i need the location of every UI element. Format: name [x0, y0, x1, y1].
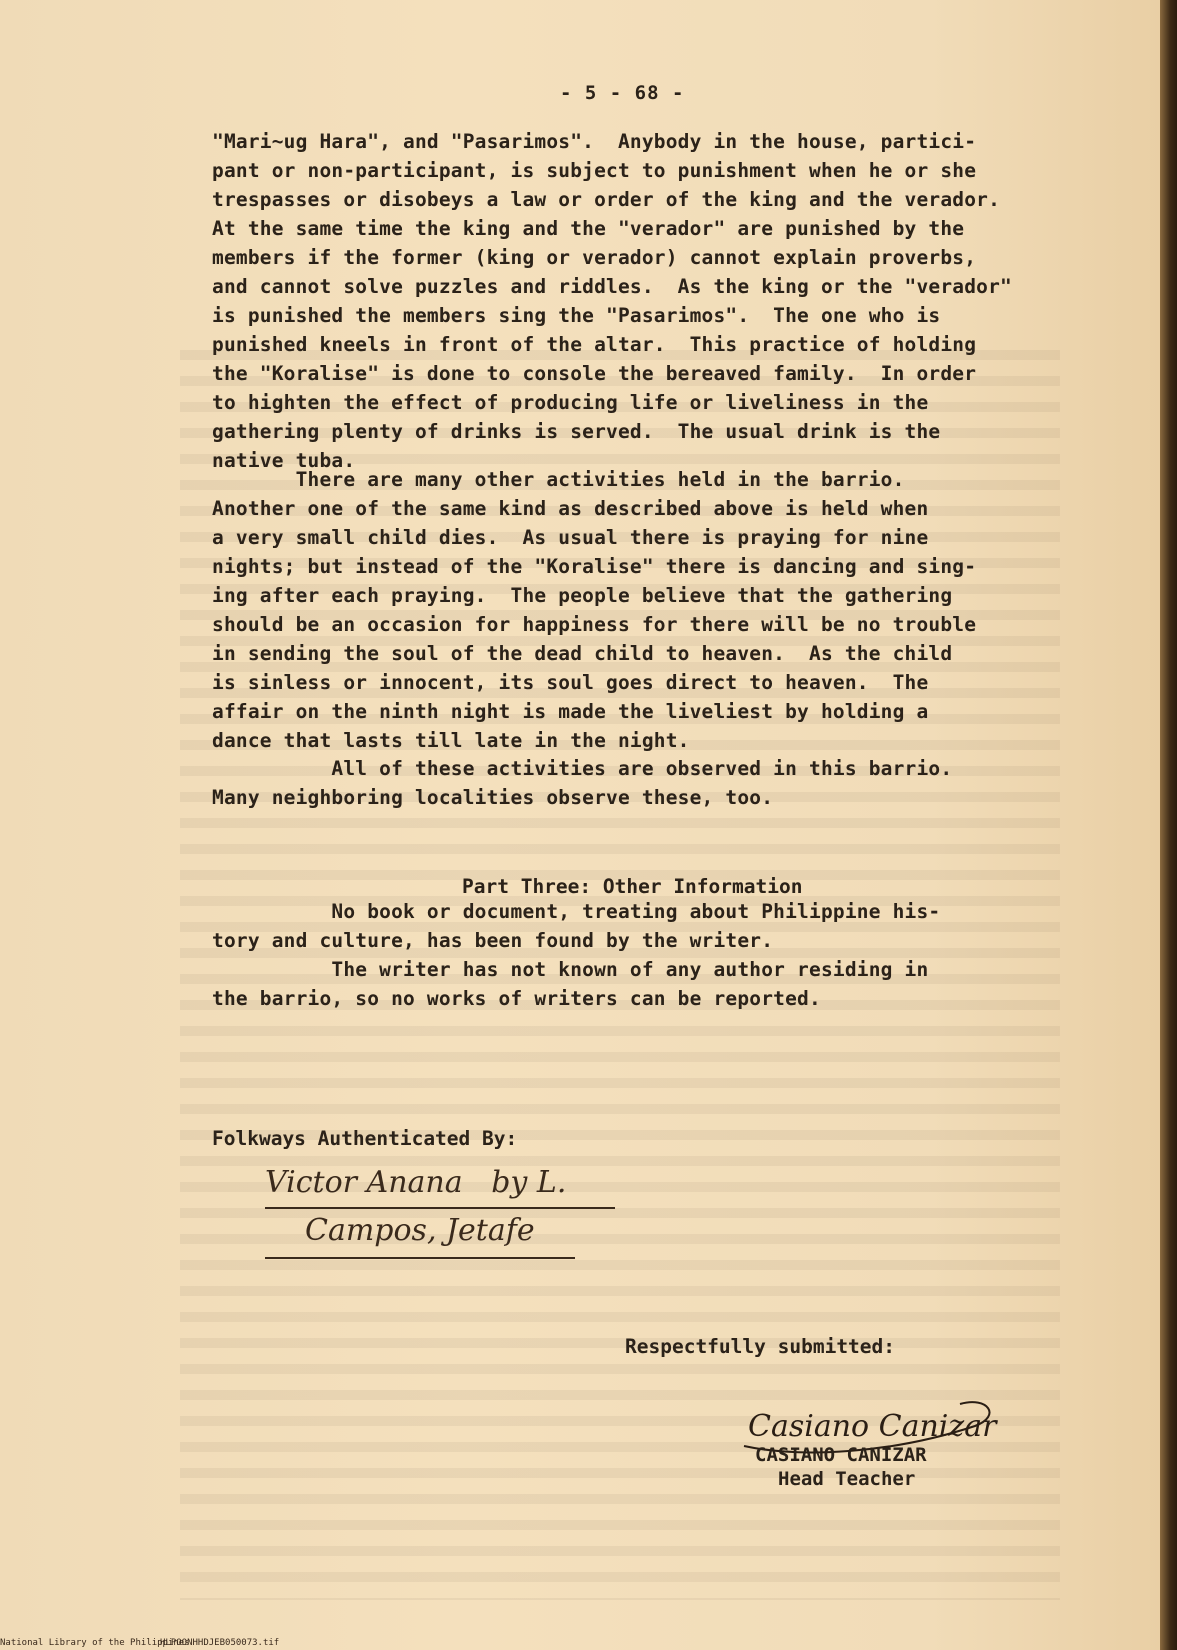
text-line: in sending the soul of the dead child to heaven. As the child [212, 642, 953, 665]
text-line: At the same time the king and the "verador" are punished by the [212, 217, 965, 240]
teacher-signature-text: Casiano Canizar [748, 1409, 997, 1444]
text-line: All of these activities are observed in this barrio. [212, 757, 953, 780]
footer-file: HLPOONHHDJEB050073.tif [160, 1638, 280, 1648]
authenticator-signature-line-2: Campos, Jetafe [305, 1213, 535, 1248]
text-line: to highten the effect of producing life or liveliness in the [212, 391, 929, 414]
text-line: pant or non-participant, is subject to punishment when he or she [212, 159, 977, 182]
text-line: dance that lasts till late in the night. [212, 729, 690, 752]
text-line: members if the former (king or verador) cannot explain proverbs, [212, 246, 977, 269]
text-line: ing after each praying. The people believe that the gathering [212, 584, 953, 607]
text-line: The writer has not known of any author residing in [212, 958, 929, 981]
text-line: Many neighboring localities observe these, too. [212, 786, 774, 809]
authenticated-by-label: Folkways Authenticated By: [212, 1127, 518, 1150]
page-number: - 5 - 68 - [560, 82, 685, 104]
text-line: tory and culture, has been found by the writer. [212, 929, 774, 952]
text-line: is sinless or innocent, its soul goes direct to heaven. The [212, 671, 929, 694]
text-line: gathering plenty of drinks is served. The usual drink is the [212, 420, 941, 443]
text-line: nights; but instead of the "Koralise" there is dancing and sing- [212, 555, 977, 578]
text-line: and cannot solve puzzles and riddles. As the king or the "verador" [212, 275, 1012, 298]
book-binding [1160, 0, 1177, 1650]
text-line: Another one of the same kind as described above is held when [212, 497, 929, 520]
text-line: is punished the members sing the "Pasarimos". The one who is [212, 304, 941, 327]
section-heading: Part Three: Other Information [462, 875, 803, 898]
text-line: affair on the ninth night is made the liveliest by holding a [212, 700, 929, 723]
text-line: a very small child dies. As usual there is praying for nine [212, 526, 929, 549]
authenticator-signature-line-1: Victor Anana by L. [265, 1165, 567, 1200]
text-line: trespasses or disobeys a law or order of the king and the verador. [212, 188, 1001, 211]
teacher-name: CASIANO CANIZAR [755, 1444, 927, 1466]
authenticator-signature [265, 1165, 625, 1285]
text-line: "Mari~ug Hara", and "Pasarimos". Anybody in the house, partici- [212, 130, 977, 153]
teacher-title: Head Teacher [778, 1468, 916, 1490]
text-line: native tuba. [212, 449, 356, 472]
closing-text: Respectfully submitted: [625, 1335, 896, 1358]
text-line: There are many other activities held in the barrio. [212, 468, 905, 491]
footer-library: National Library of the Philippines [0, 1638, 190, 1648]
text-line: No book or document, treating about Philippine his- [212, 900, 941, 923]
signature-underline [265, 1207, 615, 1209]
text-line: should be an occasion for happiness for there will be no trouble [212, 613, 977, 636]
signature-underline [265, 1257, 575, 1259]
text-line: punished kneels in front of the altar. This practice of holding [212, 333, 977, 356]
text-line: the "Koralise" is done to console the bereaved family. In order [212, 362, 977, 385]
text-line: the barrio, so no works of writers can be reported. [212, 987, 821, 1010]
